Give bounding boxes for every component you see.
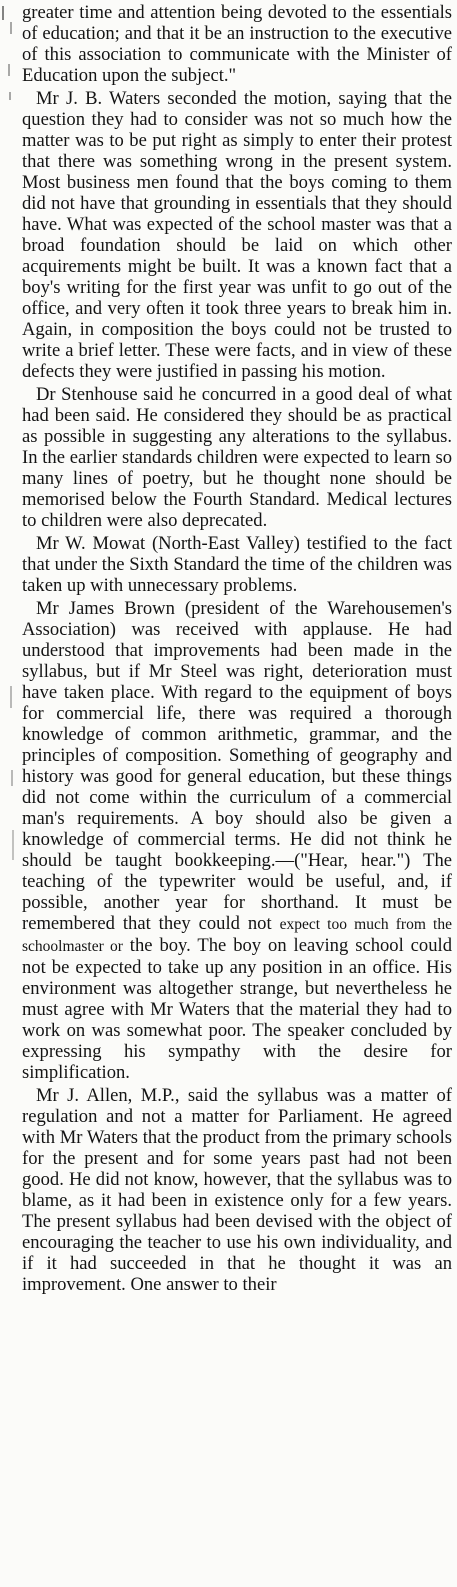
paragraph-brown-small-line: expect too much from the schoolmaster or	[22, 916, 452, 955]
article-column	[22, 2, 452, 1295]
paragraph-brown	[22, 598, 452, 1083]
paragraph-waters: Mr J. B. Waters seconded the motion, saying that the question they had to consider was not so much how the matter was to be put right as simply to enter their protest that there was something wrong in the present system. Most business men found that the boys coming to them did not have that grounding in essentials that they should have. What was expected of the school master was that a broad foundation should be laid on which other acquirements might be built. It was a known fact that a boy's writing for the first year was unfit to go out of the office, and very often it took three years to break him in. Again, in composition the boys could not be trusted to write a brief letter. These were facts, and in view of these defects they were justified in passing his motion.	[22, 88, 452, 382]
paragraph-mowat: Mr W. Mowat (North-East Valley) testified to the fact that under the Sixth Standard the time of the children was taken up with unnecessary problems.	[22, 533, 452, 596]
paragraph-brown-part-1: Mr James Brown (president of the Warehousemen's Association) was received with applause. He had understood that improvements had been made in the syllabus, but if Mr Steel was right, deterioration must have taken place. With regard to the equipment of boys for commercial life, there was required a thorough knowledge of common arithmetic, grammar, and the principles of composition. Something of geography and history was good for general education, but these things did not come within the curriculum of a commercial man's requirements. A boy should also be given a knowledge of commercial terms. He did not think he should be taught bookkeeping.—("Hear, hear.") The teaching of the typewriter would be useful, and, if possible, another year for shorthand. It must be remembered that they could not	[22, 598, 452, 934]
paragraph-brown-part-2: the boy. The boy on leaving school could not be expected to take up any position in an office. His environment was altogether strange, but nevertheless he must agree with Mr Waters that the material they had to work on was somewhat poor. The speaker concluded by expressing his sympathy with the desire for simplification.	[22, 935, 452, 1083]
paragraph-motion-end: greater time and attention being devoted to the essentials of education; and that it be an instruction to the executive of this association to communicate with the Minister of Education upon the subject."	[22, 2, 452, 86]
paragraph-allen: Mr J. Allen, M.P., said the syllabus was a matter of regulation and not a matter for Parliament. He agreed with Mr Waters that the product from the primary schools for the present and for some years past had not been good. He did not know, however, that the syllabus was to blame, as it had been in existence only for a few years. The present syllabus had been devised with the object of encouraging the teacher to use his own individuality, and if it had succeeded in that he thought it was an improvement. One answer to their	[22, 1085, 452, 1295]
paragraph-stenhouse: Dr Stenhouse said he concurred in a good deal of what had been said. He considered they should be as practical as possible in suggesting any alterations to the syllabus. In the earlier standards children were expected to learn so many lines of poetry, but he thought none should be memorised below the Fourth Standard. Medical lectures to children were also deprecated.	[22, 384, 452, 531]
column-rule-marks	[0, 0, 20, 1587]
